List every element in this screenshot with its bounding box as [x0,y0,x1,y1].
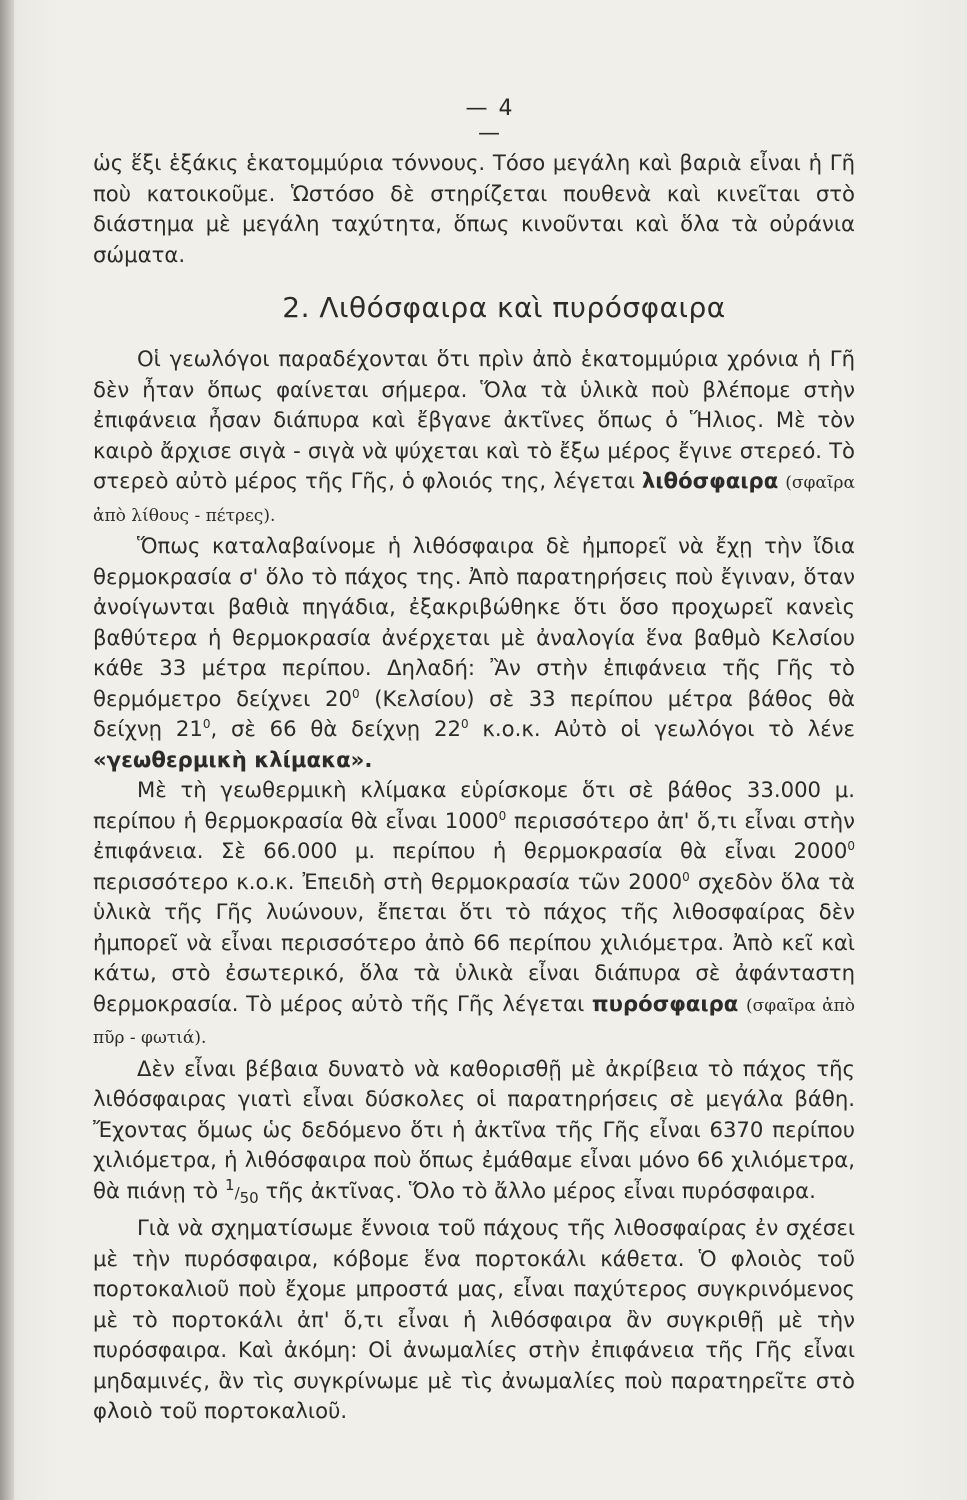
page-text [93,148,855,1427]
gloss-lithosphere: (σφαῖρα ἀπὸ λίθους - πέτρες). [93,473,855,526]
paragraph-text: σχεδὸν ὅλα τὰ ὑλικὰ τῆς Γῆς λυώνουν, ἔπεται ὅτι τὸ πάχος τῆς λιθοσφαίρας δὲν ἠμπορεῖ νὰ εἶναι περισσότερο ἀπὸ 66 περίπου χιλιόμετρα. Ἀπὸ κεῖ καὶ κάτω, στὸ ἐσωτερικό, ὅλα τὰ ὑλικὰ εἶναι διάπυρα σὲ ἀφάνταστη θερμοκρασία. Τὸ μέρος αὐτὸ τῆς Γῆς λέγεται [93,868,855,1016]
fraction-denominator: 50 [239,1188,259,1207]
intro-paragraph: ὡς ἕξι ἑξάκις ἑκατομμύρια τόννους. Τόσο μεγάλη καὶ βαριὰ εἶναι ἡ Γῆ ποὺ κατοικοῦμε. Ὡστόσο δὲ στηρίζεται πουθενὰ καὶ κινεῖται στὸ διάστημα μὲ μεγάλη ταχύτητα, ὅπως κινοῦνται καὶ ὅλα τὰ οὐράνια σώματα. [93,150,855,267]
paragraph-text: περισσότερο κ.ο.κ. Ἐπειδὴ στὴ θερμοκρασία τῶν 2000 [93,868,683,894]
degree-sup: 0 [682,869,690,884]
fraction-numerator: 1 [225,1175,235,1194]
paragraph-text: κ.ο.κ. Αὐτὸ οἱ γεωλόγοι τὸ λένε [468,716,855,741]
term-pyrosphere: πυρόσφαιρα [591,990,739,1016]
paragraph-text: Δὲν εἶναι βέβαια δυνατὸ νὰ καθορισθῇ μὲ ἀκρίβεια τὸ πάχος τῆς λιθόσφαιρας γιατὶ εἶναι δύσκολες οἱ παρατηρήσεις σὲ μεγάλα βάθη. Ἔχοντας ὅμως ὡς δεδόμενο ὅτι ἡ ἀκτῖνα τῆς Γῆς εἶναι 6370 περίπου χιλιόμετρα, ἡ λιθόσφαιρα ποὺ ὅπως ἐμάθαμε εἶναι μόνο 66 χιλιόμετρα, θὰ πιάνῃ τὸ [93,1055,855,1203]
degree-sup: 0 [460,716,469,731]
degree-sup: 0 [351,686,360,701]
degree-sup: 0 [202,716,211,731]
paragraph-text: (Κελσίου) σὲ 33 περίπου μέτρα βάθος θὰ δείχνῃ 21 [93,685,855,741]
paragraph-pyrosphere [93,775,855,1054]
page-number: — 4 — [465,96,515,146]
paragraph-geothermal [93,531,855,775]
term-lithosphere: λιθόσφαιρα [641,468,779,493]
paragraph-text: Μὲ τὴ γεωθερμικὴ κλίμακα εὑρίσκομε ὅτι σὲ βάθος 33.000 μ. περίπου ἡ θερμοκρασία θὰ εἶναι 1000 [93,777,855,833]
degree-sup: 0 [847,838,855,853]
paragraph-text: Ὅπως καταλαβαίνομε ἡ λιθόσφαιρα δὲ ἠμπορεῖ νὰ ἔχῃ τὴν ἴδια θερμοκρασία σ' ὅλο τὸ πάχος της. Ἀπὸ παρατηρήσεις ποὺ ἔγιναν, ὅταν ἀνοίγωνται βαθιὰ πηγάδια, ἐξακριβώθηκε ὅτι ὅσο προχωρεῖ κανεὶς βαθύτερα ἡ θερμοκρασία ἀνέρχεται μὲ ἀναλογία ἕνα βαθμὸ Κελσίου κάθε 33 μέτρα περίπου. Δηλαδή: Ἂν στὴν ἐπιφάνεια τῆς Γῆς τὸ θερμόμετρο δείχνει 20 [93,533,855,711]
term-geothermal-scale: «γεωθερμικὴ κλίμακα». [93,746,373,772]
paragraph-orange: Γιὰ νὰ σχηματίσωμε ἔννοια τοῦ πάχους τῆς λιθοσφαίρας ἐν σχέσει μὲ τὴν πυρόσφαιρα, κόβομε ἕνα πορτοκάλι κάθετα. Ὁ φλοιὸς τοῦ πορτοκαλιοῦ ποὺ ἔχομε μπροστά μας, εἶναι παχύτερος συγκρινόμενος μὲ τὸ πορτοκάλι ἀπ' ὅ,τι εἶναι ἡ λιθόσφαιρα ἂν συγκριθῇ μὲ τὴν πυρόσφαιρα. Καὶ ἀκόμη: Οἱ ἀνωμαλίες στὴν ἐπιφάνεια τῆς Γῆς εἶναι μηδαμινές, ἂν τὶς συγκρίνωμε μὲ τὶς ἀνωμαλίες ποὺ παρατηρεῖτε στὸ φλοιὸ τοῦ πορτοκαλιοῦ. [93,1215,855,1424]
paragraph-text: τῆς ἀκτῖνας. Ὅλο τὸ ἄλλο μέρος εἶναι πυρόσφαιρα. [258,1177,816,1203]
paragraph-thickness: Δὲν εἶναι βέβαια δυνατὸ νὰ καθορισθῇ μὲ ἀκρίβεια τὸ πάχος τῆς λιθόσφαιρας γιατὶ εἶναι δύσκολες οἱ παρατηρήσεις σὲ μεγάλα βάθη. Ἔχοντας ὅμως ὡς δεδόμενο ὅτι ἡ ἀκτῖνα τῆς Γῆς εἶναι 6370 περίπου χιλιόμετρα, ἡ λιθόσφαιρα ποὺ ὅπως ἐμάθαμε εἶναι μόνο 66 χιλιόμετρα, θὰ πιάνῃ τὸ $^1/_{50}$ τῆς ἀκτῖνας. Ὅλο τὸ ἄλλο μέρος εἶναι πυρόσφαιρα. [93,1055,855,1207]
paragraph-lithosphere [93,344,855,531]
paragraph-text: Οἱ γεωλόγοι παραδέχονται ὅτι πρὶν ἀπὸ ἑκατομμύρια χρόνια ἡ Γῆ δὲν ἦταν ὅπως φαίνεται σήμερα. Ὅλα τὰ ὑλικὰ ποὺ βλέπομε στὴν ἐπιφάνεια ἦσαν διάπυρα καὶ ἔβγανε ἀκτῖνες ὅπως ὁ Ἥλιος. Μὲ τὸν καιρὸ ἄρχισε σιγὰ - σιγὰ νὰ ψύχεται καὶ τὸ ἔξω μέρος ἔγινε στερεό. Τὸ στερεὸ αὐτὸ μέρος τῆς Γῆς, ὁ φλοιός της, λέγεται [93,346,855,493]
paragraph-text: , σὲ 66 θὰ δείχνῃ 22 [210,716,461,741]
gloss-pyrosphere: (σφαῖρα ἀπὸ πῦρ - φωτιά). [93,995,855,1048]
page-spine-shadow [0,0,14,1500]
section-title: 2. Λιθόσφαιρα καὶ πυρόσφαιρα [282,291,726,324]
paragraph-text: περισσότερο ἀπ' ὅ,τι εἶναι στὴν ἐπιφάνεια. Σὲ 66.000 μ. περίπου ἡ θερμοκρασία θὰ εἶναι 2000 [93,807,856,863]
degree-sup: 0 [498,808,507,823]
